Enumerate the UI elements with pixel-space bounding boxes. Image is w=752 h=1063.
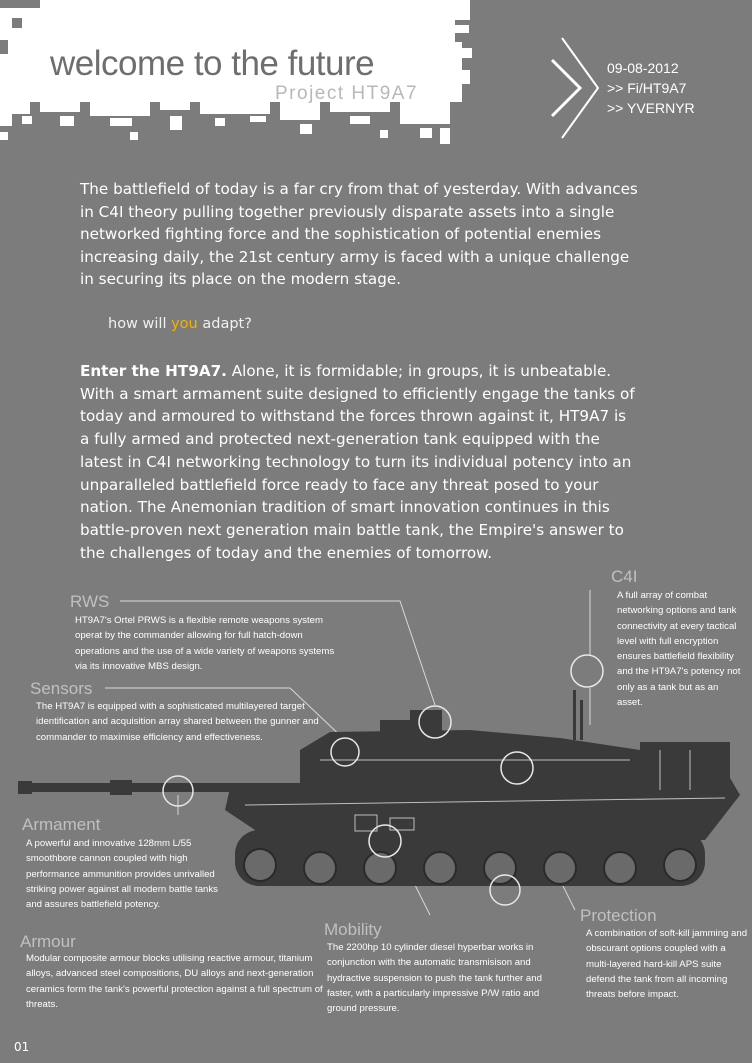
page-title: welcome to the future	[50, 44, 375, 83]
document-date: 09-08-2012	[607, 60, 679, 76]
document-author: >> YVERNYR	[607, 100, 695, 116]
body-lead: Enter the HT9A7.	[80, 362, 227, 380]
feature-sensors-title: Sensors	[30, 679, 93, 698]
question-before: how will	[108, 316, 172, 332]
body-paragraph	[80, 360, 640, 564]
page-number: 01	[14, 1040, 30, 1054]
feature-mobility-title: Mobility	[324, 920, 382, 939]
document-reference: >> Fi/HT9A7	[607, 80, 687, 96]
feature-protection-desc: A combination of soft-kill jamming and obscurant options coupled with a multi-layered hard-kill APS suite defend the tank from all incoming threats before impact.	[586, 928, 748, 1001]
feature-armour-desc: Modular composite armour blocks utilising reactive armour, titanium alloys, advanced steel compositions, DU alloys and next-generation ceramics form the tank's powerful protection against a full spectrum of threats.	[26, 953, 323, 1010]
feature-c4i-title: C4I	[611, 567, 638, 586]
feature-armament-desc: A powerful and innovative 128mm L/55 smoothbore cannon coupled with high performance ammunition provides unrivalled striking power against all modern battle tanks and assures battlefield potency.	[26, 838, 218, 911]
intro-paragraph: The battlefield of today is a far cry from that of yesterday. With advances in C4I theory pulling together previously disparate assets into a single networked fighting force and the sophistication of potential enemies increasing daily, the 21st century army is faced with a unique challenge in securing its place on the modern stage.	[80, 180, 638, 289]
question-highlight: you	[171, 316, 198, 332]
feature-rws-title: RWS	[70, 592, 110, 611]
question-after: adapt?	[197, 316, 252, 332]
body-text: Alone, it is formidable; in groups, it is unbeatable. With a smart armament suite designed to efficiently engage the tanks of today and armoured to withstand the forces thrown against it, HT9A7 is a fully armed and protected next-generation tank equipped with the latest in C4I networking technology to turn its individual potency into an unparalleled battlefield force ready to face any threat posed to your nation. The Anemonian tradition of smart innovation continues in this battle-proven next generation main battle tank, the Empire's answer to the challenges of today and the enemies of tomorrow.	[80, 362, 635, 562]
feature-protection-title: Protection	[580, 906, 657, 925]
feature-sensors-desc: The HT9A7 is equipped with a sophisticated multilayered target identification and acquisition array shared between the gunner and commander to maximise efficiency and effectiveness.	[36, 701, 319, 743]
project-subtitle: Project HT9A7	[275, 83, 419, 104]
feature-rws-desc: HT9A7's Ortel PRWS is a flexible remote weapons system operat by the commander allowing for full hatch-down operations and the use of a wide variety of weapons systems via its innovative MBS design.	[75, 615, 335, 672]
tagline-question	[108, 316, 252, 332]
feature-mobility-desc: The 2200hp 10 cylinder diesel hyperbar works in conjunction with the automatic transmisison and hydractive suspension to push the tank further and faster, with a particularly impressive P/W ratio and ground pressure.	[327, 942, 542, 1015]
feature-armour-title: Armour	[20, 932, 76, 951]
chevron-arrow-icon	[552, 38, 598, 138]
feature-c4i-desc: A full array of combat networking options and tank connectivity at every tactical level with full encryption ensures battlefield flexibility and the HT9A7's potency not only as a tank but as an asset.	[617, 590, 741, 709]
document-meta	[607, 58, 695, 118]
feature-armament-title: Armament	[22, 815, 101, 834]
